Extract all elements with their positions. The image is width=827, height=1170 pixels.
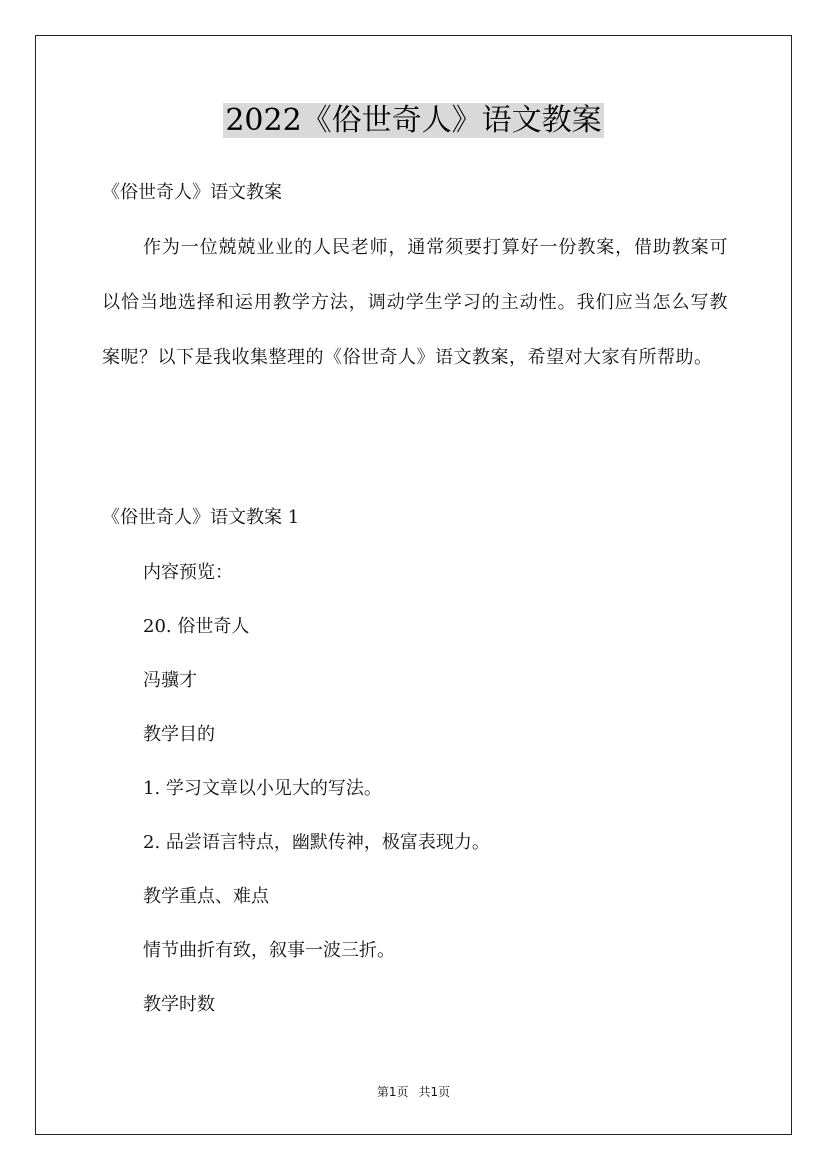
list-item: 教学目的 xyxy=(143,724,215,745)
list-item: 情节曲折有致，叙事一波三折。 xyxy=(143,940,395,961)
document-title: 2022《俗世奇人》语文教案 xyxy=(225,103,602,138)
list-item: 教学重点、难点 xyxy=(143,886,269,907)
list-item: 20. 俗世奇人 xyxy=(143,616,250,637)
list-item: 2. 品尝语言特点，幽默传神，极富表现力。 xyxy=(143,832,490,853)
list-item: 教学时数 xyxy=(143,994,215,1015)
list-item: 1. 学习文章以小见大的写法。 xyxy=(143,778,382,799)
page-total: 共1页 xyxy=(418,1085,451,1099)
list-item: 冯骥才 xyxy=(143,670,197,691)
page-number: 第1页 xyxy=(376,1085,409,1099)
page-footer xyxy=(0,1083,827,1100)
document-title-wrap xyxy=(0,100,827,142)
list-item: 内容预览： xyxy=(143,562,233,583)
intro-paragraph: 作为一位兢兢业业的人民老师，通常须要打算好一份教案，借助教案可以恰当地选择和运用教学方法，调动学生学习的主动性。我们应当怎么写教案呢？以下是我收集整理的《俗世奇人》语文教案，希望对大家有所帮助。 xyxy=(102,237,728,368)
section-heading: 《俗世奇人》语文教案 1 xyxy=(102,507,300,528)
document-subtitle: 《俗世奇人》语文教案 xyxy=(102,182,282,203)
